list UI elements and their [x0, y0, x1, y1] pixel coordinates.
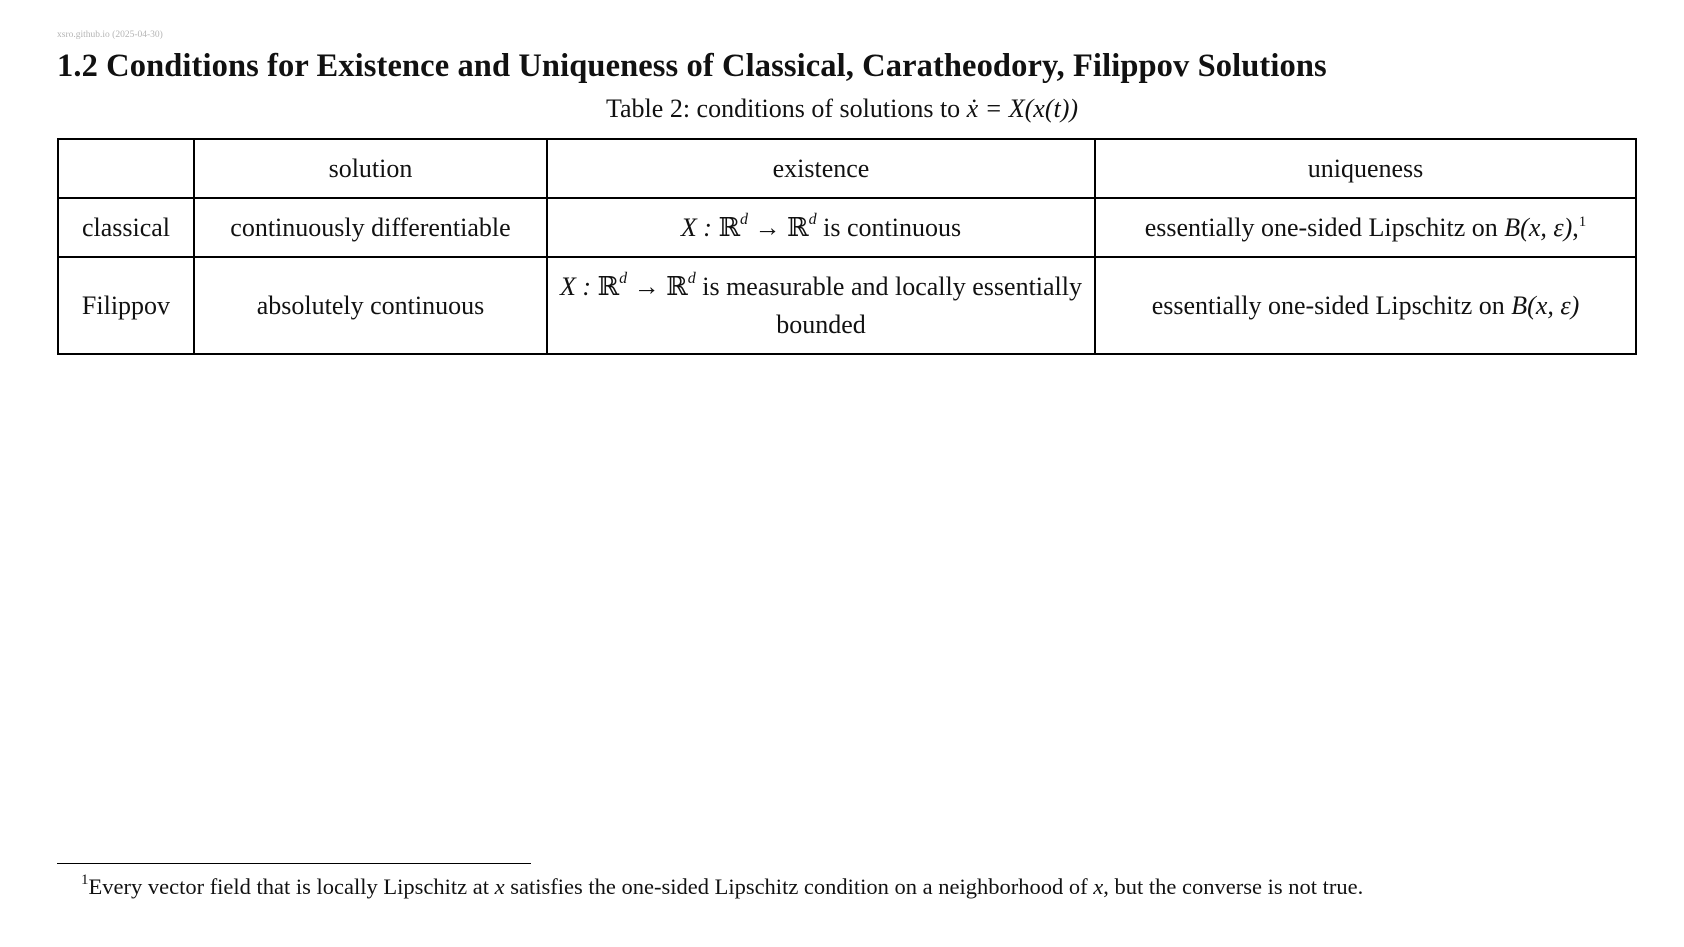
row-label-filippov: Filippov: [58, 257, 194, 354]
uniqueness-cell-filippov: [1095, 257, 1636, 354]
header-cell-empty: [58, 139, 194, 198]
uniqueness-math-classical: B(x, ε): [1504, 213, 1573, 242]
table-caption: [0, 94, 1684, 124]
uniqueness-text-classical: essentially one-sided Lipschitz on: [1144, 213, 1498, 242]
footnote-reference-mark[interactable]: 1: [1578, 214, 1587, 230]
caption-prefix: Table 2: conditions of solutions to: [605, 94, 961, 123]
header-cell-solution: solution: [194, 139, 547, 198]
existence-math-filippov: X : ℝ$^d$ → ℝ$^d$: [559, 270, 696, 302]
footnote-separator: [57, 863, 531, 864]
header-cell-uniqueness: uniqueness: [1095, 139, 1636, 198]
uniqueness-math-filippov: B(x, ε): [1511, 291, 1580, 320]
solution-cell-filippov: absolutely continuous: [194, 257, 547, 354]
caption-equation: ẋ = X(x(t)): [966, 94, 1079, 123]
solution-cell-classical: continuously differentiable: [194, 198, 547, 257]
conditions-table: [57, 138, 1637, 355]
existence-text-filippov: is measurable and locally essentially bounded: [702, 272, 1083, 339]
table-header-row: [58, 139, 1636, 198]
section-title: 1.2 Conditions for Existence and Uniqueness of Classical, Caratheodory, Filippov Solutions: [57, 48, 1327, 84]
row-label-classical: classical: [58, 198, 194, 257]
existence-math-classical: X : ℝ$^d$ → ℝ$^d$: [680, 210, 817, 243]
existence-cell-classical: [547, 198, 1095, 257]
footnote-mark: 1: [81, 872, 89, 888]
uniqueness-cell-classical: [1095, 198, 1636, 257]
existence-cell-filippov: [547, 257, 1095, 354]
uniqueness-text-filippov: essentially one-sided Lipschitz on: [1151, 291, 1505, 320]
footnote: [81, 874, 1363, 900]
header-note: xsro.github.io (2025-04-30): [57, 30, 163, 40]
footnote-text-3: , but the converse is not true.: [1103, 874, 1364, 899]
table-row-filippov: [58, 257, 1636, 354]
footnote-var-2: x: [1093, 874, 1104, 899]
footnote-text-2: satisfies the one-sided Lipschitz condition on a neighborhood of: [510, 874, 1088, 899]
footnote-var-1: x: [494, 874, 505, 899]
existence-text-classical: is continuous: [823, 212, 962, 242]
footnote-text-1: Every vector field that is locally Lipschitz at: [88, 874, 489, 899]
uniqueness-suffix-classical: ,: [1572, 213, 1579, 242]
header-cell-existence: existence: [547, 139, 1095, 198]
table-row-classical: [58, 198, 1636, 257]
